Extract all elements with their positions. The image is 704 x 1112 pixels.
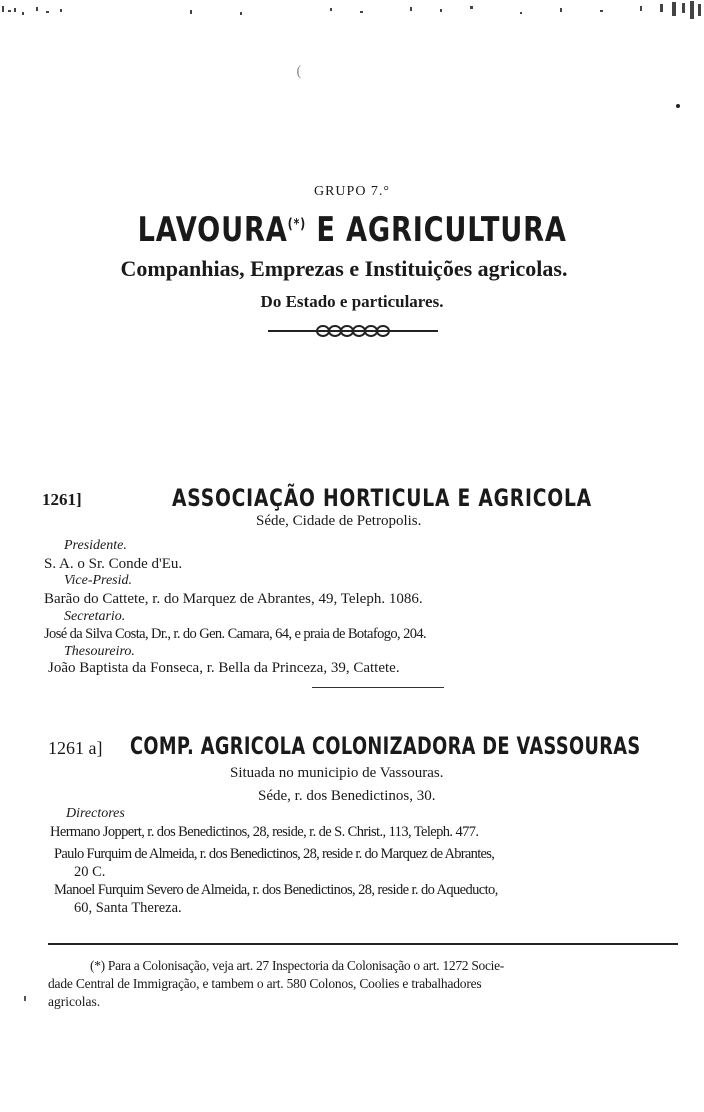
footnote-line: agricolas. [48, 994, 101, 1009]
role-label: Directores [66, 806, 125, 821]
scan-mark: ( [296, 64, 302, 80]
role-label: Thesoureiro. [64, 644, 135, 659]
entry-divider [312, 687, 444, 688]
member-line: Barão do Cattete, r. do Marquez de Abrantes, 49, Teleph. 1086. [44, 591, 423, 607]
role-label: Secretario. [64, 609, 126, 624]
entry-title: ASSOCIAÇÃO HORTICULA E AGRICOLA [172, 484, 592, 512]
member-line: Hermano Joppert, r. dos Benedictinos, 28, reside, r. de S. Christ., 113, Teleph. 477. [50, 824, 479, 840]
member-line: Manoel Furquim Severo de Almeida, r. dos Benedictinos, 28, reside r. do Aqueducto, [54, 882, 498, 898]
scan-dot [24, 996, 26, 1001]
title-word: LAVOURA [137, 210, 288, 250]
title-rest: E AGRICULTURA [316, 210, 567, 250]
entry-location: Situada no municipio de Vassouras. [230, 765, 444, 781]
entry-seat: Séde, Cidade de Petropolis. [256, 513, 422, 529]
footnote-line: (*) Para a Colonisação, veja art. 27 Inspectoria da Colonisação o art. 1272 Socie- [90, 958, 505, 973]
page-title [0, 210, 704, 254]
scan-noise-top [0, 0, 704, 40]
footnote-line: dade Central de Immigração, e tambem o art. 580 Colonos, Coolies e trabalhadores [48, 976, 482, 991]
subtitle-secondary: Do Estado e particulares. [260, 292, 444, 311]
footnote-rule [48, 943, 678, 945]
member-line: Paulo Furquim de Almeida, r. dos Benedictinos, 28, reside r. do Marquez de Abrantes, [54, 846, 495, 862]
group-label: GRUPO 7.° [313, 184, 391, 199]
member-line: 60, Santa Thereza. [74, 900, 182, 916]
member-line: João Baptista da Fonseca, r. Bella da Princeza, 39, Cattete. [48, 660, 400, 676]
subtitle: Companhias, Emprezas e Instituições agricolas. [120, 256, 568, 281]
role-label: Vice-Presid. [64, 573, 133, 588]
title-footnote-mark: (*) [287, 216, 306, 233]
ornament-divider [268, 323, 438, 339]
entry-number: 1261 a] [48, 738, 103, 758]
member-line: José da Silva Costa, Dr., r. do Gen. Camara, 64, e praia de Botafogo, 204. [44, 626, 427, 642]
entry-title: COMP. AGRICOLA COLONIZADORA DE VASSOURAS [130, 732, 641, 760]
member-line: 20 C. [74, 864, 106, 880]
member-line: S. A. o Sr. Conde d'Eu. [44, 556, 183, 572]
entry-seat: Séde, r. dos Benedictinos, 30. [258, 788, 436, 804]
scan-dot [676, 104, 680, 108]
entry-number: 1261] [42, 490, 82, 509]
role-label: Presidente. [64, 538, 127, 553]
